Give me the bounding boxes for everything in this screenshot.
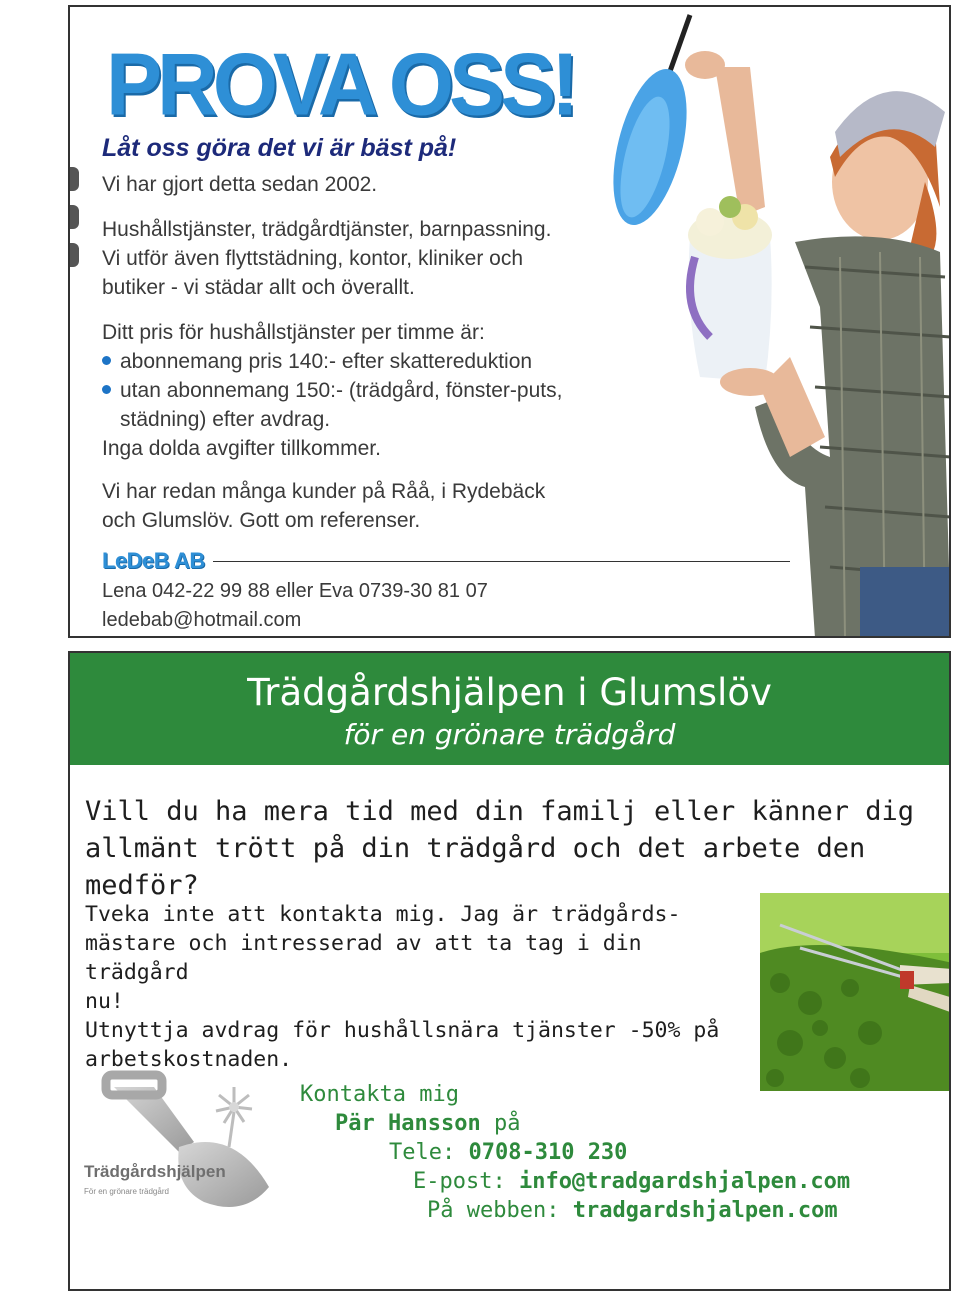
phone-label: Tele:: [389, 1140, 469, 1165]
contact-name-line: [335, 1109, 520, 1138]
web-label: På webben:: [427, 1198, 573, 1223]
hedge-trimming-photo: [760, 893, 951, 1091]
services-line: Hushållstjänster, trädgårdtjänster, barnpassning.: [102, 218, 552, 241]
banner-subtitle: för en grönare trädgård: [343, 718, 676, 751]
price-intro: Ditt pris för hushållstjänster per timme är:: [102, 321, 485, 344]
price-bullet-no-subscription: utan abonnemang 150:- (trädgård, fönster-puts, städning) efter avdrag.: [102, 376, 590, 434]
logo-subtext: För en grönare trädgård: [84, 1187, 169, 1196]
email-label: E-post:: [413, 1169, 519, 1194]
tradgardshjalpen-logo: [84, 1067, 284, 1227]
web-link[interactable]: tradgardshjalpen.com: [572, 1198, 838, 1223]
services-line: butiker - vi städar allt och överallt.: [102, 276, 415, 299]
customers-line: och Glumslöv. Gott om referenser.: [102, 509, 421, 532]
email-link[interactable]: info@tradgardshjalpen.com: [518, 1169, 851, 1194]
intro-question: Vill du ha mera tid med din familj eller känner dig allmänt trött på din trädgård och det arbete den medför?: [85, 796, 915, 901]
services-paragraph: [102, 215, 642, 302]
body-line: Utnyttja avdrag för hushållsnära tjänster -50% på: [85, 1018, 720, 1043]
contact-heading: Kontakta mig: [300, 1082, 459, 1107]
woman-cleaning-illustration: [590, 7, 951, 638]
body-line: nu!: [85, 989, 124, 1014]
no-fees-text: Inga dolda avgifter tillkommer.: [102, 437, 381, 460]
phone-line: Lena 042-22 99 88 eller Eva 0739-30 81 07: [102, 580, 488, 602]
services-line: Vi utför även flyttstädning, kontor, kliniker och: [102, 247, 524, 270]
ad-tagline: Låt oss göra det vi är bäst på!: [102, 134, 457, 162]
body-line: Tveka inte att kontakta mig. Jag är trädgårds-: [85, 902, 681, 927]
body-line: mästare och intresserad av att ta tag i din trädgård: [85, 931, 642, 985]
contact-email-line: [413, 1167, 850, 1196]
contact-web-line: [427, 1196, 838, 1225]
price-paragraph: [102, 318, 642, 463]
customers-paragraph: [102, 477, 642, 535]
garden-body: [85, 900, 735, 1074]
contact-phone-line: [389, 1138, 627, 1167]
banner-title: Trädgårdshjälpen i Glumslöv: [247, 671, 772, 714]
email-link[interactable]: ledebab@hotmail.com: [102, 609, 302, 631]
since-text: Vi har gjort detta sedan 2002.: [102, 173, 378, 196]
contact-block: [102, 577, 488, 635]
customers-line: Vi har redan många kunder på Råå, i Rydebäck: [102, 480, 546, 503]
body-line: arbetskostnaden.: [85, 1047, 293, 1072]
garden-banner: [70, 653, 949, 765]
logo-text: Trädgårdshjälpen: [84, 1162, 226, 1181]
edge-marks: [70, 167, 80, 281]
company-name: LeDeB AB: [102, 548, 205, 573]
contact-name-suffix: på: [480, 1111, 521, 1136]
garden-ad: [68, 651, 951, 1291]
phone-number[interactable]: 0708-310 230: [468, 1140, 628, 1165]
ad-headline: PROVA OSS!: [106, 34, 575, 134]
contact-name: Pär Hansson: [335, 1111, 481, 1136]
cleaning-ad: [68, 5, 951, 638]
price-bullet-subscription: abonnemang pris 140:- efter skattereduktion: [102, 347, 642, 376]
